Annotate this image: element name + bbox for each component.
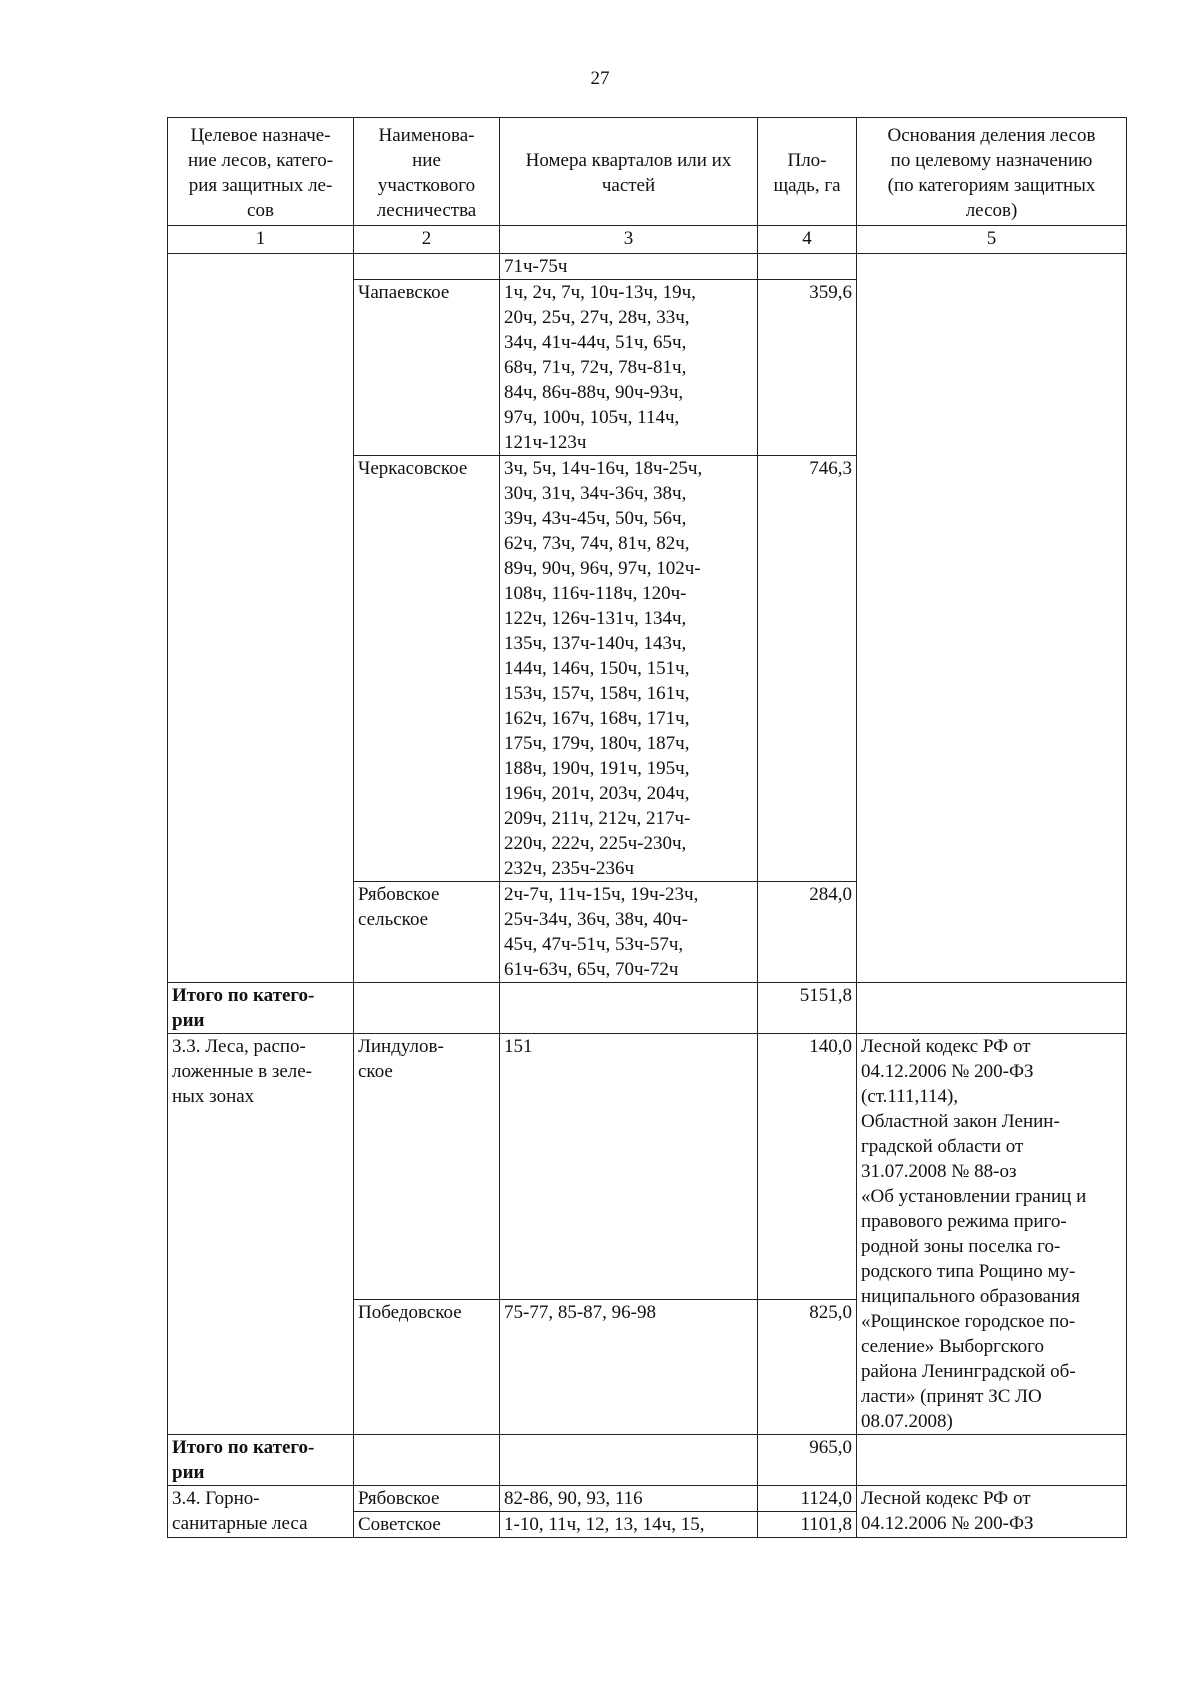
- text-line: района Ленинградской об-: [861, 1361, 1076, 1382]
- table-row: [168, 254, 1127, 280]
- text-line: 3.3. Леса, распо-: [172, 1036, 306, 1057]
- quarters-cell: [500, 882, 758, 983]
- forestry-name: [354, 882, 500, 983]
- text-line: 45ч, 47ч-51ч, 53ч-57ч,: [504, 934, 684, 955]
- text-line: лесов): [965, 199, 1018, 221]
- quarters-cell: [500, 254, 758, 280]
- forestry-name: [354, 1034, 500, 1300]
- text-line: родского типа Рощино му-: [861, 1261, 1076, 1282]
- total-row: [168, 1435, 1127, 1486]
- text-line: градской области от: [861, 1136, 1024, 1157]
- text-line: 196ч, 201ч, 203ч, 204ч,: [504, 783, 690, 804]
- table-row: [168, 1034, 1127, 1300]
- area-cell: 284,0: [758, 882, 857, 983]
- area-cell: 1101,8: [758, 1512, 857, 1538]
- text-line: рии: [172, 1462, 205, 1483]
- header-purpose: [168, 118, 354, 226]
- text-line: Чапаевское: [358, 282, 450, 303]
- text-line: 162ч, 167ч, 168ч, 171ч,: [504, 708, 690, 729]
- text-line: сов: [247, 199, 274, 221]
- basis-cell: [857, 1486, 1127, 1538]
- text-line: 71ч-75ч: [504, 256, 568, 277]
- column-number-row: [168, 226, 1127, 254]
- text-line: правового режима приго-: [861, 1211, 1067, 1232]
- text-line: Лесной кодекс РФ от: [861, 1488, 1031, 1509]
- text-line: 153ч, 157ч, 158ч, 161ч,: [504, 683, 690, 704]
- empty-cell: [354, 1435, 500, 1486]
- quarters-cell: [500, 1299, 758, 1434]
- text-line: Лесной кодекс РФ от: [861, 1036, 1031, 1057]
- text-line: 04.12.2006 № 200-ФЗ: [861, 1061, 1034, 1082]
- text-line: 75-77, 85-87, 96-98: [504, 1301, 656, 1323]
- text-line: щадь, га: [773, 174, 841, 196]
- text-line: 121ч-123ч: [504, 432, 587, 453]
- area-cell: 140,0: [758, 1034, 857, 1300]
- text-line: Номера кварталов или их: [525, 149, 732, 171]
- quarters-cell: [500, 456, 758, 882]
- text-line: (по категориям защитных: [887, 174, 1096, 196]
- text-line: 97ч, 100ч, 105ч, 114ч,: [504, 407, 680, 428]
- text-line: 68ч, 71ч, 72ч, 78ч-81ч,: [504, 357, 687, 378]
- text-line: 39ч, 43ч-45ч, 50ч, 56ч,: [504, 508, 687, 529]
- text-line: сельское: [358, 909, 429, 930]
- text-line: 3ч, 5ч, 14ч-16ч, 18ч-25ч,: [504, 458, 703, 479]
- text-line: Победовское: [358, 1301, 462, 1323]
- text-line: Целевое назначе-: [190, 124, 331, 146]
- header-row: [168, 118, 1127, 226]
- text-line: ское: [358, 1061, 393, 1082]
- header-area: [758, 118, 857, 226]
- empty-cell: [857, 983, 1127, 1034]
- column-number: 2: [354, 226, 500, 254]
- text-line: «Об установлении границ и: [861, 1186, 1087, 1207]
- text-line: участкового: [377, 174, 476, 196]
- text-line: 20ч, 25ч, 27ч, 28ч, 33ч,: [504, 307, 690, 328]
- text-line: рия защитных ле-: [188, 174, 333, 196]
- total-area: 5151,8: [758, 983, 857, 1034]
- text-line: 151: [504, 1036, 533, 1057]
- text-line: Советское: [358, 1514, 441, 1535]
- text-line: 3.4. Горно-: [172, 1488, 260, 1509]
- text-line: ных зонах: [172, 1086, 255, 1107]
- text-line: Итого по катего-: [172, 985, 315, 1006]
- text-line: 84ч, 86ч-88ч, 90ч-93ч,: [504, 382, 684, 403]
- basis-cell: [857, 1034, 1127, 1435]
- header-basis: [857, 118, 1127, 226]
- text-line: (ст.111,114),: [861, 1086, 959, 1107]
- text-line: 61ч-63ч, 65ч, 70ч-72ч: [504, 959, 679, 980]
- area-cell: 825,0: [758, 1299, 857, 1434]
- forestry-name: [354, 1486, 500, 1512]
- table-row: [168, 1486, 1127, 1512]
- text-line: частей: [601, 174, 656, 196]
- text-line: 30ч, 31ч, 34ч-36ч, 38ч,: [504, 483, 687, 504]
- text-line: Основания деления лесов: [887, 124, 1096, 146]
- empty-cell: [500, 983, 758, 1034]
- empty-cell: [857, 1435, 1127, 1486]
- text-line: Наименова-: [378, 124, 475, 146]
- forest-table: [167, 117, 1127, 1538]
- text-line: по целевому назначению: [890, 149, 1093, 171]
- column-number: 3: [500, 226, 758, 254]
- text-line: санитарные леса: [172, 1513, 308, 1534]
- quarters-cell: [500, 280, 758, 456]
- text-line: 209ч, 211ч, 212ч, 217ч-: [504, 808, 691, 829]
- forestry-name: [354, 280, 500, 456]
- area-cell: 1124,0: [758, 1486, 857, 1512]
- text-line: 89ч, 90ч, 96ч, 97ч, 102ч-: [504, 558, 701, 579]
- quarters-cell: [500, 1486, 758, 1512]
- text-line: 34ч, 41ч-44ч, 51ч, 65ч,: [504, 332, 687, 353]
- total-label: [168, 983, 354, 1034]
- forestry-name: [354, 456, 500, 882]
- text-line: ласти» (принят ЗС ЛО: [861, 1386, 1042, 1407]
- text-line: ложенные в зеле-: [172, 1061, 313, 1082]
- text-line: 25ч-34ч, 36ч, 38ч, 40ч-: [504, 909, 688, 930]
- forestry-name: [354, 1512, 500, 1538]
- text-line: 62ч, 73ч, 74ч, 81ч, 82ч,: [504, 533, 690, 554]
- text-line: Итого по катего-: [172, 1437, 315, 1458]
- text-line: 135ч, 137ч-140ч, 143ч,: [504, 633, 687, 654]
- area-cell: 746,3: [758, 456, 857, 882]
- text-line: 175ч, 179ч, 180ч, 187ч,: [504, 733, 690, 754]
- text-line: «Рощинское городское по-: [861, 1311, 1076, 1332]
- text-line: рии: [172, 1010, 205, 1031]
- text-line: ние: [412, 149, 441, 171]
- total-area: 965,0: [758, 1435, 857, 1486]
- text-line: родной зоны поселка го-: [861, 1236, 1061, 1257]
- text-line: ниципального образования: [861, 1286, 1081, 1307]
- text-line: селение» Выборгского: [861, 1336, 1044, 1357]
- total-row: [168, 983, 1127, 1034]
- text-line: 1ч, 2ч, 7ч, 10ч-13ч, 19ч,: [504, 282, 696, 303]
- text-line: 08.07.2008): [861, 1411, 953, 1432]
- category-cell: [168, 1034, 354, 1435]
- text-line: 144ч, 146ч, 150ч, 151ч,: [504, 658, 690, 679]
- quarters-cell: [500, 1512, 758, 1538]
- text-line: Черкасовское: [358, 458, 468, 479]
- text-line: 1-10, 11ч, 12, 13, 14ч, 15,: [504, 1514, 705, 1535]
- text-line: Рябовское: [358, 1488, 440, 1509]
- text-line: 31.07.2008 № 88-оз: [861, 1161, 1017, 1182]
- header-quarters: [500, 118, 758, 226]
- text-line: 04.12.2006 № 200-ФЗ: [861, 1513, 1034, 1534]
- text-line: 2ч-7ч, 11ч-15ч, 19ч-23ч,: [504, 884, 699, 905]
- forestry-name: [354, 1299, 500, 1434]
- text-line: 82-86, 90, 93, 116: [504, 1488, 643, 1509]
- area-cell-empty: [758, 254, 857, 280]
- category-cell: [168, 1486, 354, 1538]
- basis-cell-empty: [857, 254, 1127, 983]
- text-line: 188ч, 190ч, 191ч, 195ч,: [504, 758, 690, 779]
- column-number: 1: [168, 226, 354, 254]
- total-label: [168, 1435, 354, 1486]
- text-line: 122ч, 126ч-131ч, 134ч,: [504, 608, 687, 629]
- text-line: лесничества: [376, 199, 477, 221]
- empty-cell: [500, 1435, 758, 1486]
- quarters-cell: [500, 1034, 758, 1300]
- text-line: Областной закон Ленин-: [861, 1111, 1060, 1132]
- area-cell: 359,6: [758, 280, 857, 456]
- text-line: 220ч, 222ч, 225ч-230ч,: [504, 833, 687, 854]
- category-cell-empty: [168, 254, 354, 983]
- page-number: 27: [590, 68, 610, 89]
- text-line: Рябовское: [358, 884, 440, 905]
- forestry-name-empty: [354, 254, 500, 280]
- text-line: Пло-: [787, 149, 827, 171]
- text-line: Линдулов-: [358, 1036, 444, 1057]
- header-forestry-name: [354, 118, 500, 226]
- text-line: ние лесов, катего-: [187, 149, 334, 171]
- column-number: 4: [758, 226, 857, 254]
- text-line: 232ч, 235ч-236ч: [504, 858, 634, 879]
- column-number: 5: [857, 226, 1127, 254]
- empty-cell: [354, 983, 500, 1034]
- text-line: 108ч, 116ч-118ч, 120ч-: [504, 583, 687, 604]
